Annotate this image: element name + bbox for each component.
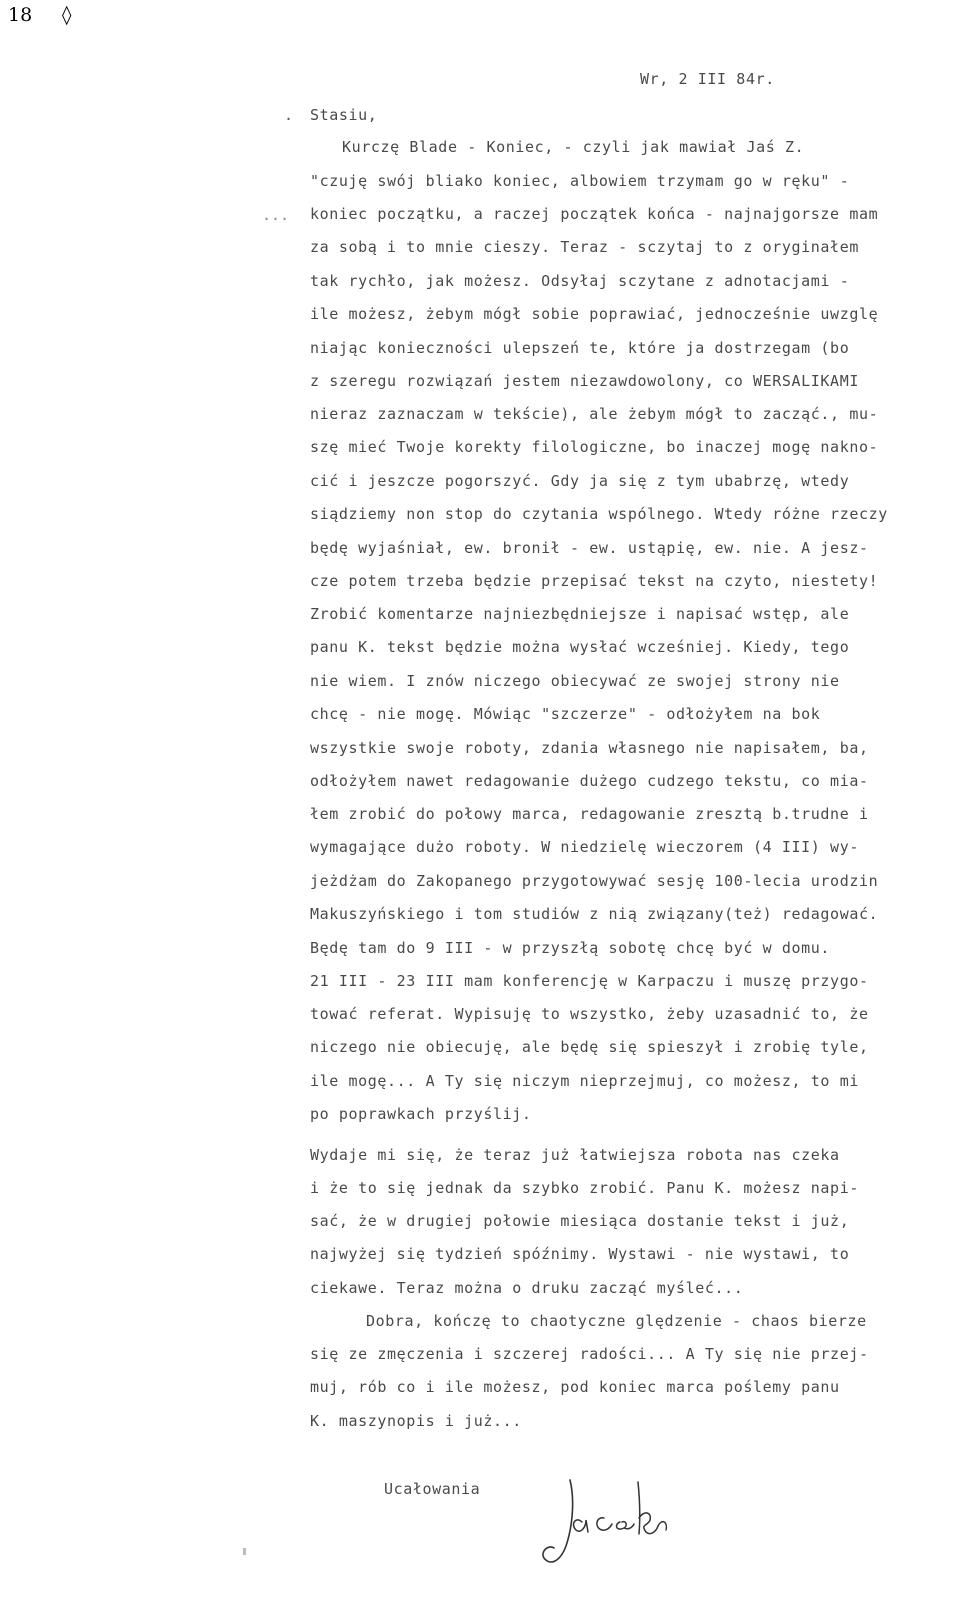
body-line: Makuszyńskiego i tom studiów z nią związany(też) redagować. — [310, 905, 879, 923]
page-mark: ◊ — [62, 4, 72, 26]
body-line: najwyżej się tydzień spóźnimy. Wystawi - nie wystawi, to — [310, 1245, 850, 1263]
body-line: Kurczę Blade - Koniec, - czyli jak mawiał Jaś Z. — [342, 138, 805, 156]
body-line: cić i jeszcze pogorszyć. Gdy ja się z tym ubabrzę, wtedy — [310, 472, 850, 490]
body-line: z szeregu rozwiązań jestem niezawdowolony, co WERSALIKAMI — [310, 372, 859, 390]
body-line: tować referat. Wypisuję to wszystko, żeby uzasadnić to, że — [310, 1005, 869, 1023]
body-line: nieraz zaznaczam w tekście), ale żebym mógł to zacząć., mu- — [310, 405, 879, 423]
body-line: ile możesz, żebym mógł sobie poprawiać, jednocześnie uwzglę — [310, 305, 879, 323]
body-line: muj, rób co i ile możesz, pod koniec marca poślemy panu — [310, 1378, 840, 1396]
letter-closing: Ucałowania — [384, 1480, 481, 1498]
margin-dots: ... — [262, 206, 290, 224]
body-line: niczego nie obiecuję, ale będę się spieszył i zrobię tyle, — [310, 1038, 869, 1056]
body-line: jeżdżam do Zakopanego przygotowywać sesję 100-lecia urodzin — [310, 872, 879, 890]
page-number: 18 — [8, 4, 33, 26]
body-line: 21 III - 23 III mam konferencję w Karpaczu i muszę przygo- — [310, 972, 869, 990]
body-line: za sobą i to mnie cieszy. Teraz - sczytaj to z oryginałem — [310, 238, 859, 256]
body-line: łem zrobić do połowy marca, redagowanie zresztą b.trudne i — [310, 805, 869, 823]
body-line: nie wiem. I znów niczego obiecywać ze swojej strony nie — [310, 672, 840, 690]
body-line: odłożyłem nawet redagowanie dużego cudzego tekstu, co mia- — [310, 772, 869, 790]
body-line: będę wyjaśniał, ew. bronił - ew. ustąpię, ew. nie. A jesz- — [310, 539, 869, 557]
body-line: koniec początku, a raczej początek końca - najnajgorsze mam — [310, 205, 879, 223]
body-line: Zrobić komentarze najniezbędniejsze i napisać wstęp, ale — [310, 605, 850, 623]
body-line: ciekawe. Teraz można o druku zacząć myśleć... — [310, 1279, 744, 1297]
margin-bullet: . — [284, 106, 294, 124]
letter-salutation: Stasiu, — [310, 106, 378, 124]
body-line: po poprawkach przyślij. — [310, 1105, 532, 1123]
body-line: chcę - nie mogę. Mówiąc "szczerze" - odłożyłem na bok — [310, 705, 821, 723]
body-line: panu K. tekst będzie można wysłać wcześniej. Kiedy, tego — [310, 638, 850, 656]
body-line: wszystkie swoje roboty, zdania własnego nie napisałem, ba, — [310, 739, 869, 757]
paper-speck — [243, 1548, 246, 1555]
body-line: Dobra, kończę to chaotyczne ględzenie - chaos bierze — [366, 1312, 867, 1330]
body-line: siądziemy non stop do czytania wspólnego. Wtedy różne rzeczy — [310, 505, 888, 523]
body-line: i że to się jednak da szybko zrobić. Panu K. możesz napi- — [310, 1179, 859, 1197]
body-line: ile mogę... A Ty się niczym nieprzejmuj, co możesz, to mi — [310, 1072, 859, 1090]
handwritten-signature — [540, 1462, 690, 1582]
body-line: "czuję swój bliako koniec, albowiem trzymam go w ręku" - — [310, 172, 850, 190]
body-line: wymagające dużo roboty. W niedzielę wieczorem (4 III) wy- — [310, 838, 859, 856]
body-line: się ze zmęczenia i szczerej radości... A Ty się nie przej- — [310, 1345, 869, 1363]
body-line: K. maszynopis i już... — [310, 1412, 522, 1430]
body-line: Wydaje mi się, że teraz już łatwiejsza robota nas czeka — [310, 1146, 840, 1164]
body-line: tak rychło, jak możesz. Odsyłaj sczytane z adnotacjami - — [310, 272, 850, 290]
body-line: szę mieć Twoje korekty filologiczne, bo inaczej mogę nakno- — [310, 438, 879, 456]
body-line: cze potem trzeba będzie przepisać tekst na czyto, niestety! — [310, 572, 879, 590]
letter-date: Wr, 2 III 84r. — [640, 70, 775, 88]
body-line: niając konieczności ulepszeń te, które ja dostrzegam (bo — [310, 339, 850, 357]
body-line: Będę tam do 9 III - w przyszłą sobotę chcę być w domu. — [310, 939, 831, 957]
body-line: sać, że w drugiej połowie miesiąca dostanie tekst i już, — [310, 1212, 850, 1230]
